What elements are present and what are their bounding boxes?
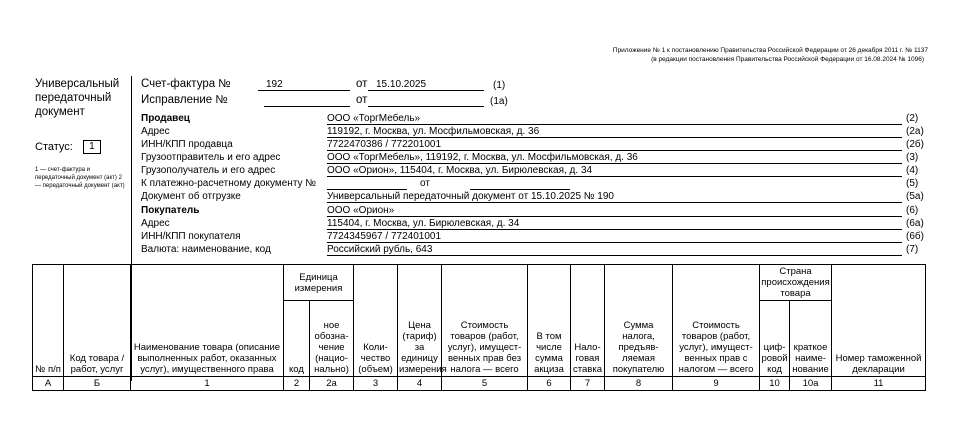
col-num: 2а: [310, 377, 354, 391]
col-num: 2: [284, 377, 310, 391]
buyer-address-label: Адрес: [141, 218, 170, 229]
col-num: 10: [760, 377, 790, 391]
document-title: Универсальный передаточный документ: [35, 78, 120, 118]
header-price: Цена (тариф) за единицу измерения: [398, 265, 442, 377]
correction-label: Исправление №: [141, 94, 228, 106]
buyer-inn-code: (6б): [906, 231, 924, 242]
invoice-label: Счет-фактура №: [141, 78, 231, 90]
seller-address-code: (2а): [906, 126, 924, 137]
col-num: 9: [673, 377, 760, 391]
header-unit: Единица измерения: [284, 265, 354, 301]
col-num: 7: [571, 377, 605, 391]
seller-code: (2): [906, 113, 919, 124]
status-label: Статус:: [35, 141, 73, 153]
col-num: 6: [528, 377, 571, 391]
correction-code: (1а): [490, 96, 508, 107]
column-numbers-row: [33, 377, 926, 391]
payment-doc-label: К платежно-расчетному документу №: [141, 178, 317, 189]
col-num: 1: [131, 377, 284, 391]
header-unit-code: код: [284, 301, 310, 377]
col-num: А: [33, 377, 64, 391]
invoice-code: (1): [493, 80, 506, 91]
seller-label: Продавец: [141, 113, 190, 124]
header-item-name: Наименование товара (описание выполненных работ, оказанных услуг), имущественного права: [131, 265, 284, 377]
header-unit-name: ное обозна-чение (нацио-нально): [310, 301, 354, 377]
correction-date-field[interactable]: [368, 95, 484, 107]
consignee-label: Грузополучатель и его адрес: [141, 165, 276, 176]
consignee-code: (4): [906, 165, 919, 176]
buyer-code: (6): [906, 205, 919, 216]
col-num: 3: [354, 377, 398, 391]
correction-number-field[interactable]: [264, 95, 350, 107]
shipping-doc-label: Документ об отгрузке: [141, 191, 241, 202]
col-num: 10а: [790, 377, 832, 391]
seller-address-label: Адрес: [141, 126, 170, 137]
currency-code: (7): [906, 244, 919, 255]
header-tax-rate: Нало-говая ставка: [571, 265, 605, 377]
buyer-address-code: (6а): [906, 218, 924, 229]
shipper-value[interactable]: ООО «ТоргМебель», 119192, г. Москва, ул. Мосфильмовская, д. 36: [327, 152, 902, 164]
payment-doc-code: (5): [906, 178, 919, 189]
shipping-doc-code: (5а): [906, 191, 924, 202]
header-country-code: циф-ровой код: [760, 301, 790, 377]
header-cost-without-tax: Стоимость товаров (работ, услуг), имущест-венных прав без налога — всего: [442, 265, 528, 377]
regulation-edition-note: (в редакции постановления Правительства Российской Федерации от 16.08.2024 № 1096): [651, 56, 924, 63]
currency-label: Валюта: наименование, код: [141, 244, 271, 255]
invoice-number-field[interactable]: 192: [258, 79, 350, 91]
buyer-address-value[interactable]: 115404, г. Москва, ул. Бирюлевская, д. 34: [327, 218, 902, 230]
header-country: Страна происхождения товара: [761, 266, 830, 299]
payment-doc-date[interactable]: [470, 178, 570, 190]
header-tax-sum: Сумма налога, предъяв-ляемая покупателю: [605, 265, 673, 377]
buyer-inn-label: ИНН/КПП покупателя: [141, 231, 241, 242]
seller-value[interactable]: ООО «ТоргМебель»: [327, 113, 902, 125]
shipper-label: Грузоотправитель и его адрес: [141, 152, 281, 163]
header-cost-with-tax: Стоимость товаров (работ, услуг), имущест-венных прав с налогом — всего: [673, 265, 760, 377]
buyer-value[interactable]: ООО «Орион»: [327, 205, 902, 217]
status-block: [35, 140, 101, 154]
seller-inn-label: ИНН/КПП продавца: [141, 139, 233, 150]
currency-value[interactable]: Российский рубль, 643: [327, 244, 902, 256]
header-quantity: Коли-чество (объем): [354, 265, 398, 377]
header-num: № п/п: [33, 265, 64, 377]
shipping-doc-value[interactable]: Универсальный передаточный документ от 15.10.2025 № 190: [327, 191, 902, 203]
regulation-note: Приложение № 1 к постановлению Правительства Российской Федерации от 26 декабря 2011 г. № 1137: [612, 47, 928, 54]
col-num: 4: [398, 377, 442, 391]
col-num: 11: [832, 377, 926, 391]
header-country-name: краткое наиме-нование: [790, 301, 832, 377]
status-value-box[interactable]: 1: [83, 140, 101, 154]
buyer-inn-value[interactable]: 7724345967 / 772401001: [327, 231, 902, 243]
col-num: 8: [605, 377, 673, 391]
seller-address-value[interactable]: 119192, г. Москва, ул. Мосфильмовская, д. 36: [327, 126, 902, 138]
col-num: Б: [64, 377, 131, 391]
seller-inn-value[interactable]: 7722470386 / 772201001: [327, 139, 902, 151]
correction-from-label: от: [356, 94, 368, 106]
status-note: 1 — счет-фактура и передаточный документ (акт) 2 — передаточный документ (акт): [35, 167, 125, 189]
header-customs: Номер таможенной декларации: [832, 265, 926, 377]
seller-inn-code: (2б): [906, 139, 924, 150]
consignee-value[interactable]: ООО «Орион», 115404, г. Москва, ул. Бирюлевская, д. 34: [327, 165, 902, 177]
shipper-code: (3): [906, 152, 919, 163]
invoice-from-label: от: [356, 78, 368, 90]
header-excise: В том числе сумма акциза: [528, 265, 571, 377]
payment-doc-from-label: от: [420, 178, 430, 189]
col-num: 5: [442, 377, 528, 391]
invoice-date-field[interactable]: 15.10.2025: [368, 79, 484, 91]
header-item-code: Код товара / работ, услуг: [64, 265, 131, 377]
goods-table: [32, 264, 926, 391]
buyer-label: Покупатель: [141, 205, 200, 216]
payment-doc-number[interactable]: [327, 178, 407, 190]
